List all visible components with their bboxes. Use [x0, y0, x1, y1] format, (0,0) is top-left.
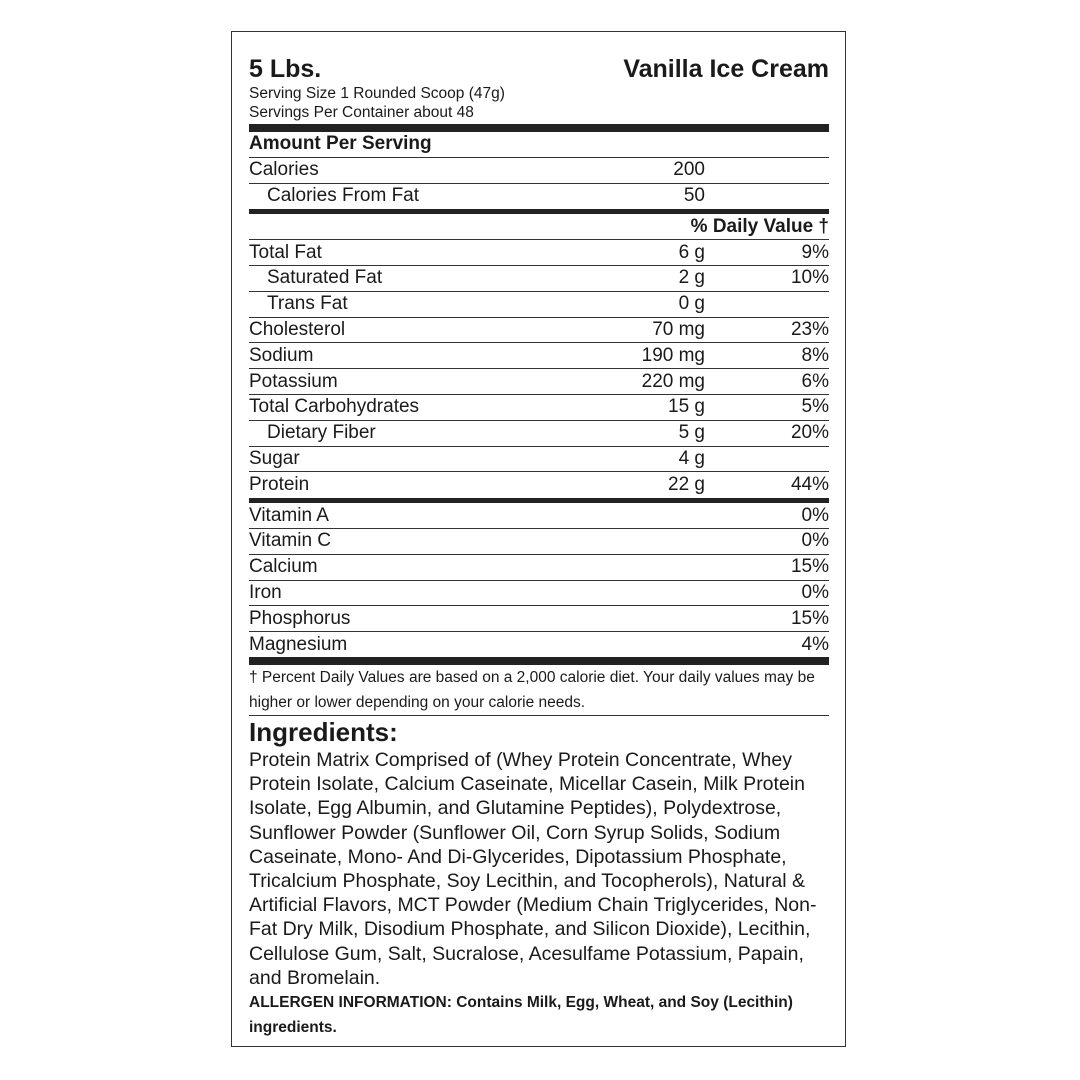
nutrient-name: Dietary Fiber	[267, 422, 376, 444]
nutrient-row	[249, 292, 829, 318]
amount-per-serving-row	[249, 132, 829, 158]
nutrient-amount: 15 g	[668, 396, 705, 418]
nutrient-amount: 220 mg	[641, 370, 705, 392]
calories-row	[249, 158, 829, 184]
daily-value-label: % Daily Value †	[690, 215, 829, 237]
nutrient-daily-value: 5%	[801, 396, 829, 418]
vitamin-row	[249, 529, 829, 555]
nutrient-amount: 22 g	[668, 474, 705, 496]
vitamin-row	[249, 632, 829, 658]
allergen-info: ALLERGEN INFORMATION: Contains Milk, Egg, Wheat, and Soy (Lecithin) ingredients.	[249, 993, 793, 1036]
vitamin-name: Iron	[249, 581, 282, 603]
nutrient-name: Saturated Fat	[267, 267, 383, 289]
vitamin-daily-value: 15%	[790, 556, 829, 578]
nutrient-name: Sodium	[249, 344, 314, 366]
vitamin-daily-value: 0%	[801, 504, 829, 526]
nutrient-name: Total Fat	[249, 241, 322, 263]
nutrient-amount: 4 g	[678, 447, 705, 469]
vitamin-daily-value: 4%	[801, 634, 829, 656]
vitamin-daily-value: 0%	[801, 530, 829, 552]
nutrition-label	[249, 44, 829, 1040]
daily-value-footnote: † Percent Daily Values are based on a 2,000 calorie diet. Your daily values may be higher or lower depending on your calorie needs.	[249, 665, 829, 716]
nutrient-name: Protein	[249, 474, 310, 496]
calories-fat-row	[249, 184, 829, 210]
vitamin-daily-value: 0%	[801, 581, 829, 603]
nutrient-row	[249, 395, 829, 421]
nutrient-daily-value: 6%	[801, 370, 829, 392]
vitamin-daily-value: 15%	[790, 607, 829, 629]
nutrient-daily-value: 23%	[790, 318, 829, 340]
nutrient-name: Total Carbohydrates	[249, 396, 420, 418]
ingredients-title: Ingredients:	[249, 716, 398, 747]
nutrient-amount: 2 g	[678, 267, 705, 289]
nutrient-row	[249, 447, 829, 473]
thick-divider	[249, 124, 829, 132]
nutrient-row	[249, 266, 829, 292]
vitamin-name: Calcium	[249, 556, 318, 578]
nutrient-name: Potassium	[249, 370, 338, 392]
calories-fat-label: Calories From Fat	[267, 185, 420, 207]
serving-size: Serving Size 1 Rounded Scoop (47g)	[249, 85, 505, 102]
nutrient-name: Sugar	[249, 447, 300, 469]
nutrient-row	[249, 318, 829, 344]
vitamin-name: Vitamin A	[249, 504, 329, 526]
nutrient-amount: 5 g	[678, 422, 705, 444]
nutrient-daily-value: 8%	[801, 344, 829, 366]
label-header	[249, 44, 829, 84]
nutrient-row	[249, 421, 829, 447]
thick-divider	[249, 657, 829, 665]
nutrient-list	[249, 240, 829, 498]
nutrient-row	[249, 472, 829, 498]
ingredients-text: Protein Matrix Comprised of (Whey Protein Concentrate, Whey Protein Isolate, Calcium Caseinate, Micellar Casein, Milk Protein Isolate, Egg Albumin, and Glutamine Peptides), Polydextrose, Sunflower Powder (Sunflower Oil, Corn Syrup Solids, Sodium Caseinate, Mono- And Di-Glycerides, Dipotassium Phosphate, Tricalcium Phosphate, Soy Lecithin, and Tocopherols), Natural & Artificial Flavors, MCT Powder (Medium Chain Triglycerides, Non-Fat Dry Milk, Disodium Phosphate, and Silicon Dioxide), Lecithin, Cellulose Gum, Salt, Sucralose, Acesulfame Potassium, Papain, and Bromelain.	[249, 748, 817, 989]
vitamin-name: Vitamin C	[249, 530, 332, 552]
calories-label: Calories	[249, 159, 319, 181]
nutrient-daily-value: 20%	[790, 422, 829, 444]
nutrient-amount: 70 mg	[652, 318, 705, 340]
vitamin-row	[249, 606, 829, 632]
nutrient-daily-value: 10%	[790, 267, 829, 289]
vitamin-row	[249, 581, 829, 607]
nutrient-row	[249, 240, 829, 266]
vitamin-name: Magnesium	[249, 634, 348, 656]
vitamin-row	[249, 503, 829, 529]
flavor-name: Vanilla Ice Cream	[623, 55, 829, 83]
servings-per-container: Servings Per Container about 48	[249, 104, 474, 121]
vitamin-list	[249, 503, 829, 658]
container-size: 5 Lbs.	[249, 55, 322, 83]
nutrient-row	[249, 343, 829, 369]
nutrient-row	[249, 369, 829, 395]
vitamin-row	[249, 555, 829, 581]
amount-per-serving-label: Amount Per Serving	[249, 133, 432, 155]
daily-value-header	[249, 214, 829, 240]
nutrient-daily-value: 9%	[801, 241, 829, 263]
nutrient-name: Cholesterol	[249, 318, 346, 340]
nutrient-amount: 0 g	[678, 293, 705, 315]
nutrient-daily-value: 44%	[790, 474, 829, 496]
nutrient-name: Trans Fat	[267, 293, 348, 315]
vitamin-name: Phosphorus	[249, 607, 351, 629]
calories-fat-value: 50	[683, 185, 705, 207]
nutrient-amount: 6 g	[678, 241, 705, 263]
calories-value: 200	[673, 159, 705, 181]
nutrient-amount: 190 mg	[641, 344, 705, 366]
